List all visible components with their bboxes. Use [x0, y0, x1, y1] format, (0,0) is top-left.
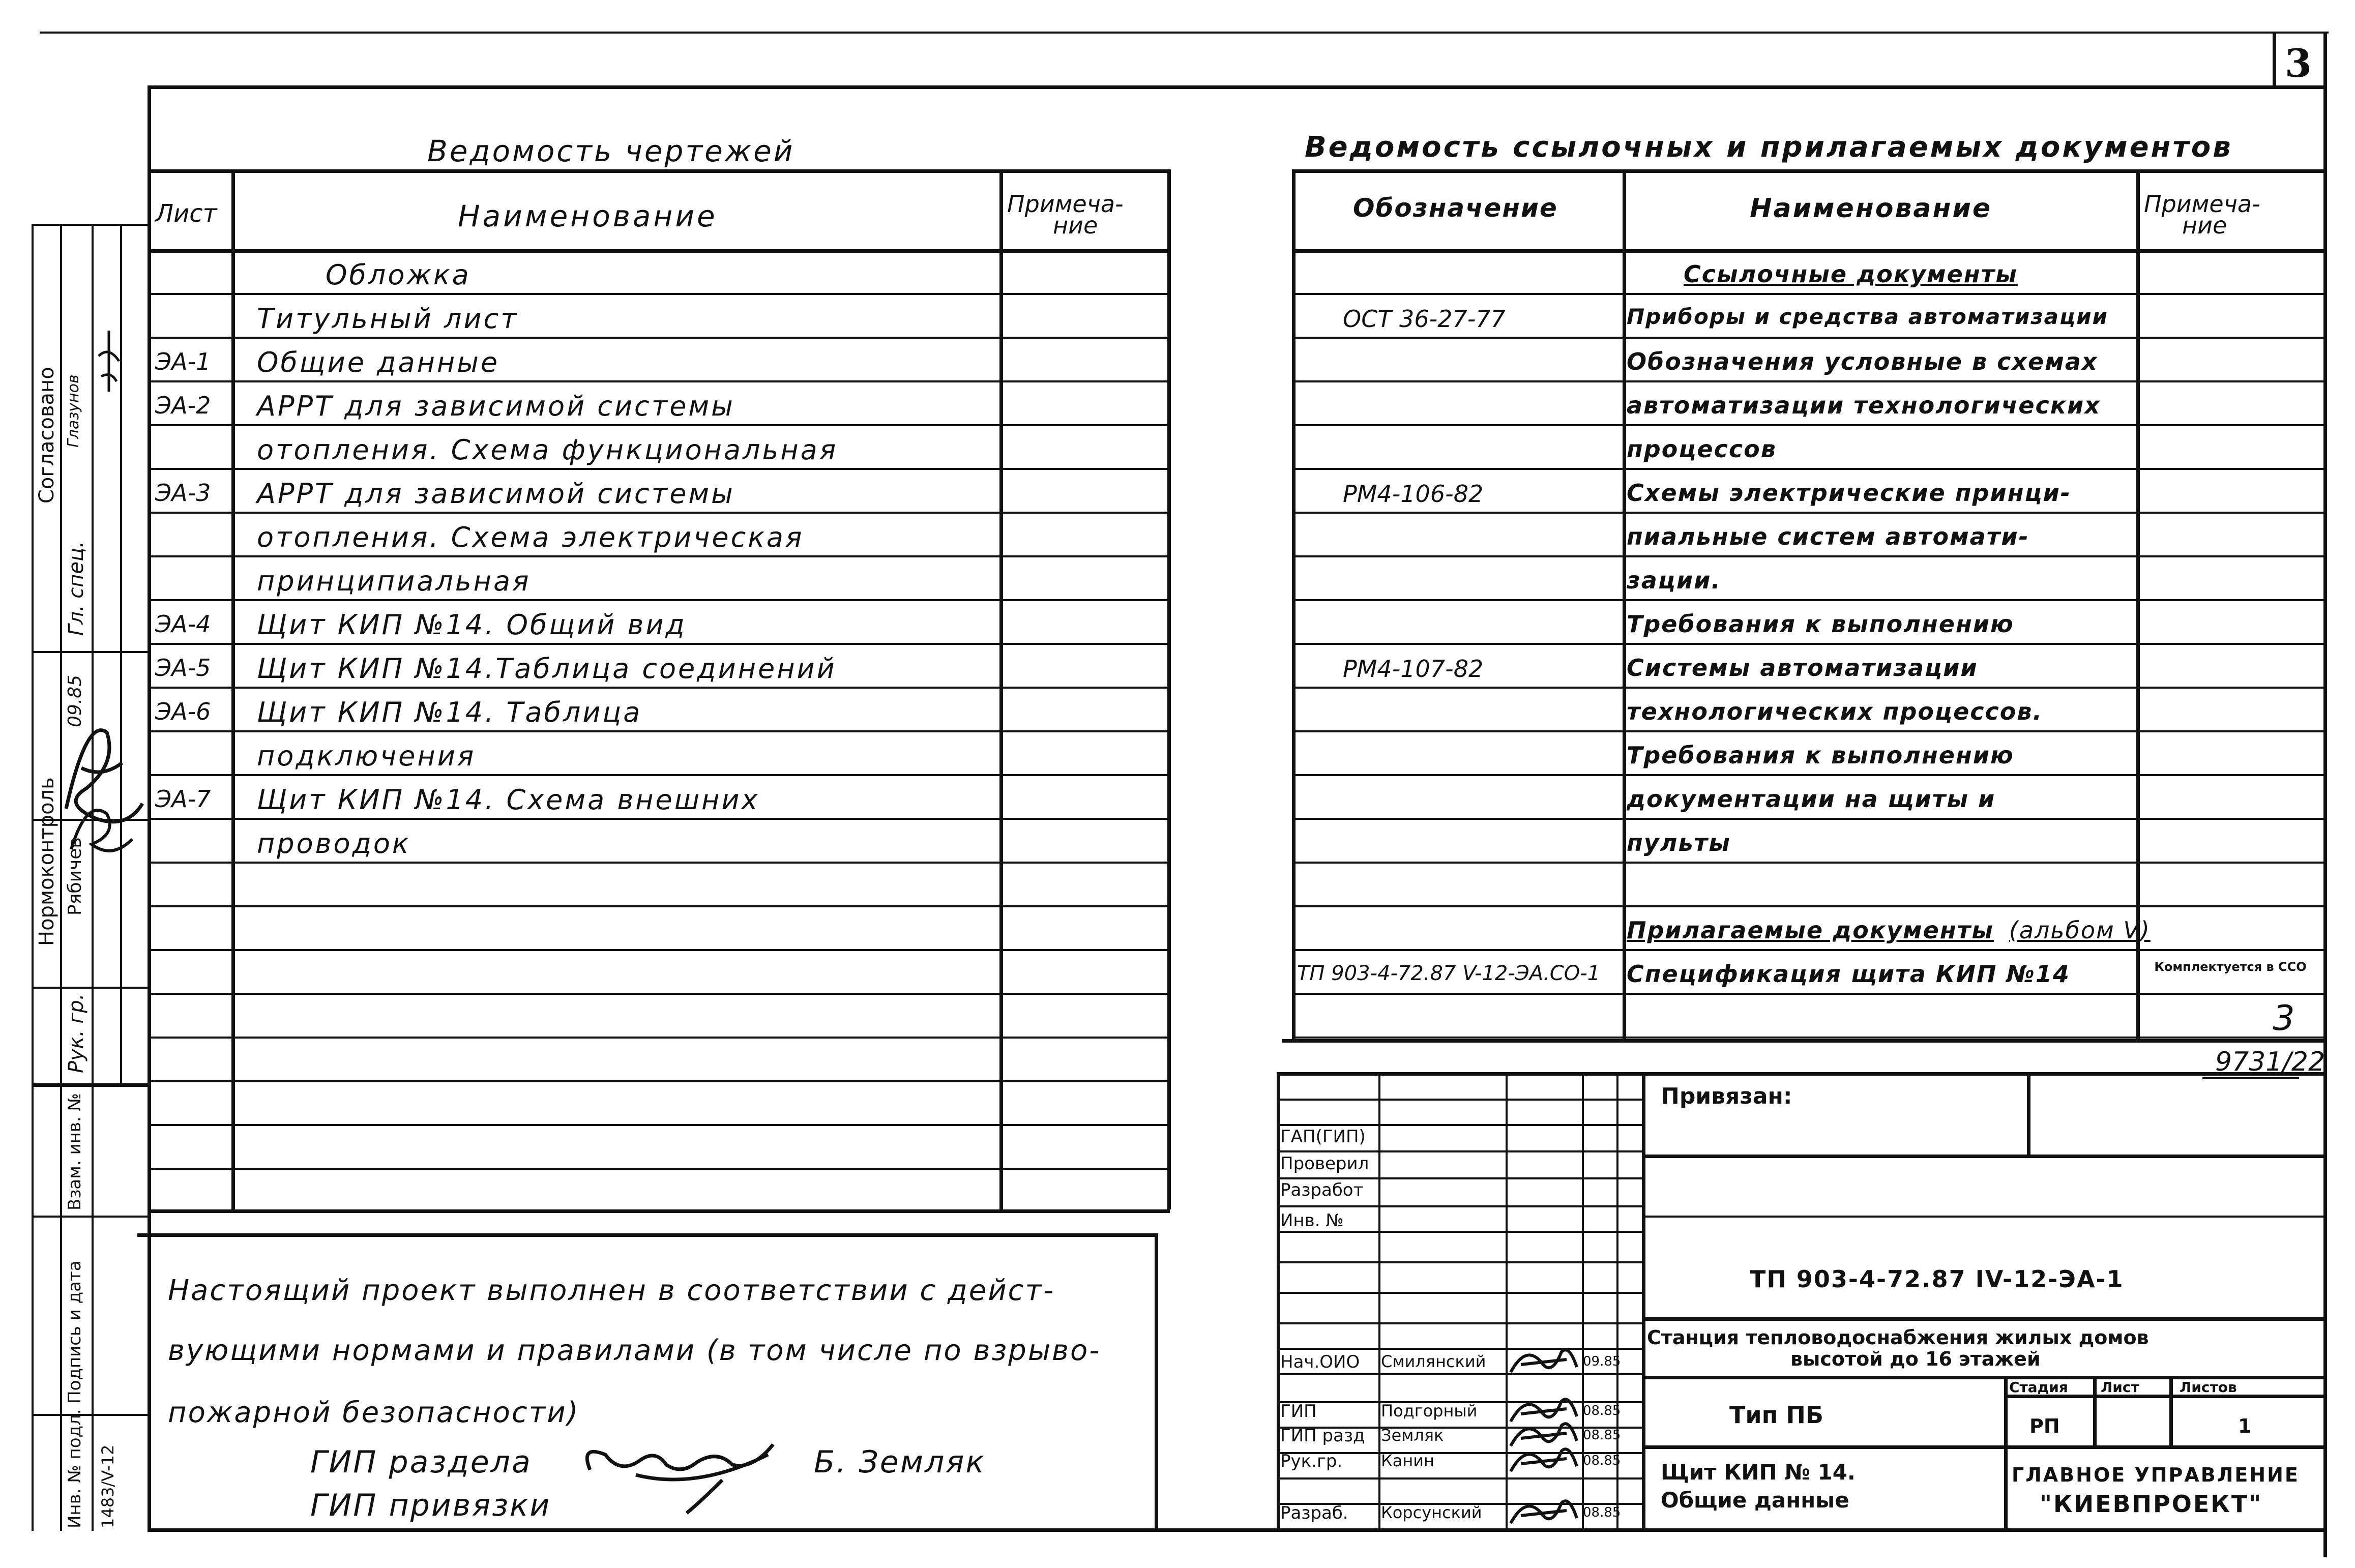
right-row-note: 3 [2273, 998, 2295, 1039]
right-row-name: Прилагаемые документы (альбом V) [1627, 916, 2151, 944]
left-row-name: отопления. Схема функциональная [257, 434, 838, 466]
left-row-name: Щит КИП №14. Схема внешних [257, 784, 760, 816]
title-block-line [1277, 1373, 1642, 1375]
left-row-sheet: ЭА-1 [155, 348, 211, 375]
left-row-sheet: ЭА-4 [155, 610, 211, 638]
left-row-sheet: ЭА-5 [155, 654, 211, 682]
left-header-note-1: Примеча- [1007, 190, 1124, 218]
left-row-line [148, 818, 1170, 820]
org-line-1: ГЛАВНОЕ УПРАВЛЕНИЕ [2012, 1464, 2300, 1486]
stage-header: Стадия [2009, 1379, 2068, 1396]
sheets-header: Листов [2180, 1379, 2237, 1396]
right-row-line [1292, 424, 2324, 426]
right-row-line [1292, 643, 2324, 645]
right-row-line [1292, 949, 2324, 951]
right-row-line [1292, 512, 2324, 514]
title-block-line [1277, 1099, 1642, 1101]
right-row-line [1292, 1037, 2324, 1039]
left-row-name: Общие данные [257, 346, 500, 378]
gip-section-label: ГИП раздела [310, 1444, 532, 1480]
org-line-2: "КИЕВПРОЕКТ" [2040, 1490, 2263, 1518]
right-row-line [1292, 818, 2324, 820]
signatory-signature [1506, 1342, 1582, 1382]
strip-role-3: Нормоконтроль [35, 777, 58, 946]
left-row-name: Титульный лист [257, 303, 519, 335]
left-row-line [148, 993, 1170, 995]
inv-number: 1483/V-12 [98, 1444, 117, 1528]
right-header-name: Наименование [1750, 193, 1992, 224]
signatory-role: ГИП [1280, 1401, 1317, 1422]
right-row-name: Требования к выполнению [1627, 610, 2014, 638]
left-row-line [148, 1168, 1170, 1170]
left-row-line [148, 337, 1170, 339]
left-row-line [148, 424, 1170, 426]
right-row-line [1292, 337, 2324, 339]
left-row-name: отопления. Схема электрическая [257, 521, 804, 553]
right-header-designation: Обозначение [1353, 193, 1558, 223]
title-block-line [1277, 1261, 1642, 1263]
reference-number: 9731/22 [2215, 1047, 2325, 1077]
right-row-designation: ОСТ 36-27-77 [1343, 305, 1506, 333]
right-row-name: автоматизации технологических [1627, 392, 2101, 419]
right-row-designation: РМ4-107-82 [1343, 655, 1484, 683]
left-row-name: АРРТ для зависимой системы [257, 478, 735, 510]
right-row-designation: РМ4-106-82 [1343, 480, 1484, 508]
left-row-line [148, 687, 1170, 689]
left-row-line [148, 1037, 1170, 1039]
title-block-line [1277, 1292, 1642, 1294]
left-row-sheet: ЭА-2 [155, 392, 211, 419]
right-row-name: Ссылочные документы [1684, 260, 2018, 288]
right-row-name: Системы автоматизации [1627, 654, 1978, 682]
signatory-name: Корсунский [1381, 1503, 1482, 1522]
title-block-line [1277, 1348, 1642, 1350]
strip-date-2: 09.85 [65, 674, 85, 727]
signatory-date: 08.85 [1583, 1453, 1621, 1468]
title-block-line [1277, 1231, 1642, 1233]
tb-label-inv: Инв. № [1280, 1210, 1344, 1231]
left-header-name: Наименование [458, 199, 718, 233]
gip-binding-label: ГИП привязки [310, 1488, 551, 1523]
right-row-name: пульты [1627, 829, 1731, 856]
document-code: ТП 903-4-72.87 IV-12-ЭА-1 [1750, 1265, 2124, 1293]
title-block-line [1277, 1205, 1642, 1207]
signatory-name: Подгорный [1381, 1401, 1478, 1421]
left-row-line [148, 293, 1170, 295]
signatory-name: Канин [1381, 1451, 1434, 1470]
right-row-line [1292, 599, 2324, 601]
left-row-name: подключения [257, 740, 476, 772]
left-row-name: проводок [257, 827, 411, 860]
sheets-value: 1 [2238, 1415, 2252, 1437]
project-line-2: высотой до 16 этажей [1790, 1348, 2041, 1370]
right-row-name: документации на щиты и [1627, 785, 1996, 813]
left-row-line [148, 380, 1170, 382]
left-row-line [148, 949, 1170, 951]
left-row-line [148, 599, 1170, 601]
left-row-line [148, 905, 1170, 907]
page-number: 3 [2285, 41, 2312, 86]
left-row-name: Щит КИП №14. Общий вид [257, 609, 687, 641]
title-block-line [1277, 1177, 1642, 1179]
right-row-name: процессов [1627, 435, 1777, 463]
right-row-name: Схемы электрические принци- [1627, 479, 2071, 507]
right-row-name: Приборы и средства автоматизации [1627, 304, 2108, 329]
signatory-date: 08.85 [1583, 1428, 1621, 1443]
stamp-label-inv: Инв. № подл. [65, 1409, 85, 1528]
left-header-note-2: ние [1053, 212, 1098, 239]
right-row-name: Спецификация щита КИП №14 [1627, 960, 2070, 988]
left-row-sheet: ЭА-7 [155, 785, 211, 813]
strip-role-4: Рук. гр. [65, 993, 88, 1073]
project-line-1: Станция тепловодоснабжения жилых домов [1647, 1326, 2149, 1349]
signatory-name: Земляк [1381, 1426, 1444, 1445]
left-row-line [148, 643, 1170, 645]
tb-label-checked: Проверил [1280, 1153, 1369, 1174]
left-row-sheet: ЭА-6 [155, 698, 211, 725]
stage-value: РП [2029, 1415, 2060, 1437]
drawing-line-1: Щит КИП № 14. [1661, 1460, 1856, 1485]
gip-signature [570, 1414, 783, 1516]
right-row-name: технологических процессов. [1627, 698, 2043, 725]
left-row-name: Обложка [326, 259, 471, 291]
right-row-line [1292, 293, 2324, 295]
left-row-name: принципиальная [257, 565, 531, 597]
right-row-name: Обозначения условные в схемах [1627, 348, 2098, 375]
left-row-line [148, 555, 1170, 557]
signatory-date: 08.85 [1583, 1505, 1621, 1520]
stamp-label-signature: Подпись и дата [65, 1260, 85, 1404]
strip-name-3: Рябичев [65, 837, 85, 915]
title-block-line [1277, 1150, 1642, 1152]
right-row-note: Комплектуется в ССО [2154, 960, 2307, 974]
signatory-name: Смилянский [1381, 1352, 1486, 1371]
left-row-sheet: ЭА-3 [155, 479, 211, 507]
stamp-label-replace: Взам. инв. № [65, 1093, 85, 1210]
bound-label: Привязан: [1661, 1083, 1792, 1109]
title-block-line [1277, 1322, 1642, 1324]
left-row-line [148, 512, 1170, 514]
drawing-line-2: Общие данные [1661, 1488, 1849, 1513]
compliance-line-3: пожарной безопасности) [168, 1396, 580, 1429]
right-row-line [1292, 687, 2324, 689]
right-row-designation: ТП 903-4-72.87 V-12-ЭА.СО-1 [1297, 962, 1601, 985]
signatory-role: Разраб. [1280, 1503, 1348, 1523]
compliance-line-2: вующими нормами и правилами (в том числе по взрыво- [168, 1334, 1101, 1367]
right-row-line [1292, 774, 2324, 776]
strip-signature-1 [94, 326, 124, 397]
left-row-line [148, 774, 1170, 776]
left-header-sheet: Лист [155, 199, 217, 228]
strip-role-1: Гл. спец. [65, 541, 88, 636]
signatory-date: 09.85 [1583, 1354, 1621, 1369]
signatory-signature [1506, 1493, 1582, 1533]
right-row-name-suffix: (альбом V) [2009, 916, 2151, 944]
compliance-line-1: Настоящий проект выполнен в соответствии с дейст- [168, 1274, 1055, 1307]
signatory-signature [1506, 1441, 1582, 1482]
tb-label-gap: ГАП(ГИП) [1280, 1127, 1366, 1147]
right-header-note-1: Примеча- [2144, 190, 2260, 218]
tb-label-developed: Разработ [1280, 1180, 1364, 1200]
left-row-line [148, 862, 1170, 864]
left-row-line [148, 1080, 1170, 1082]
left-row-name: АРРТ для зависимой системы [257, 390, 735, 422]
right-row-line [1292, 905, 2324, 907]
left-register-title: Ведомость чертежей [427, 134, 795, 168]
sheet-header: Лист [2101, 1379, 2139, 1396]
right-row-line [1292, 555, 2324, 557]
right-row-line [1292, 730, 2324, 732]
left-row-name: Щит КИП №14. Таблица [257, 696, 642, 728]
signatory-role: ГИП разд [1280, 1426, 1365, 1446]
agreed-label: Согласовано [35, 367, 58, 504]
right-row-line [1292, 993, 2324, 995]
right-row-line [1292, 380, 2324, 382]
left-row-name: Щит КИП №14.Таблица соединений [257, 653, 837, 685]
title-block-line [1277, 1124, 1642, 1126]
right-header-note-2: ние [2182, 212, 2227, 239]
title-block-line [1277, 1477, 1642, 1480]
right-row-name: Требования к выполнению [1627, 742, 2014, 769]
right-row-name: зации. [1627, 567, 1721, 594]
right-row-line [1292, 468, 2324, 470]
type-label: Тип ПБ [1729, 1401, 1823, 1429]
signatory-date: 08.85 [1583, 1403, 1621, 1418]
signatory-role: Нач.ОИО [1280, 1352, 1360, 1372]
left-row-line [148, 468, 1170, 470]
right-row-line [1292, 862, 2324, 864]
left-row-line [148, 1124, 1170, 1126]
right-row-name: пиальные систем автомати- [1627, 523, 2029, 550]
strip-name-1: Глазунов [65, 374, 82, 448]
strip-signature-3 [61, 793, 137, 865]
left-row-line [148, 730, 1170, 732]
right-register-title: Ведомость ссылочных и прилагаемых документов [1305, 131, 2233, 164]
gip-section-name: Б. Земляк [814, 1444, 986, 1480]
signatory-role: Рук.гр. [1280, 1451, 1343, 1471]
